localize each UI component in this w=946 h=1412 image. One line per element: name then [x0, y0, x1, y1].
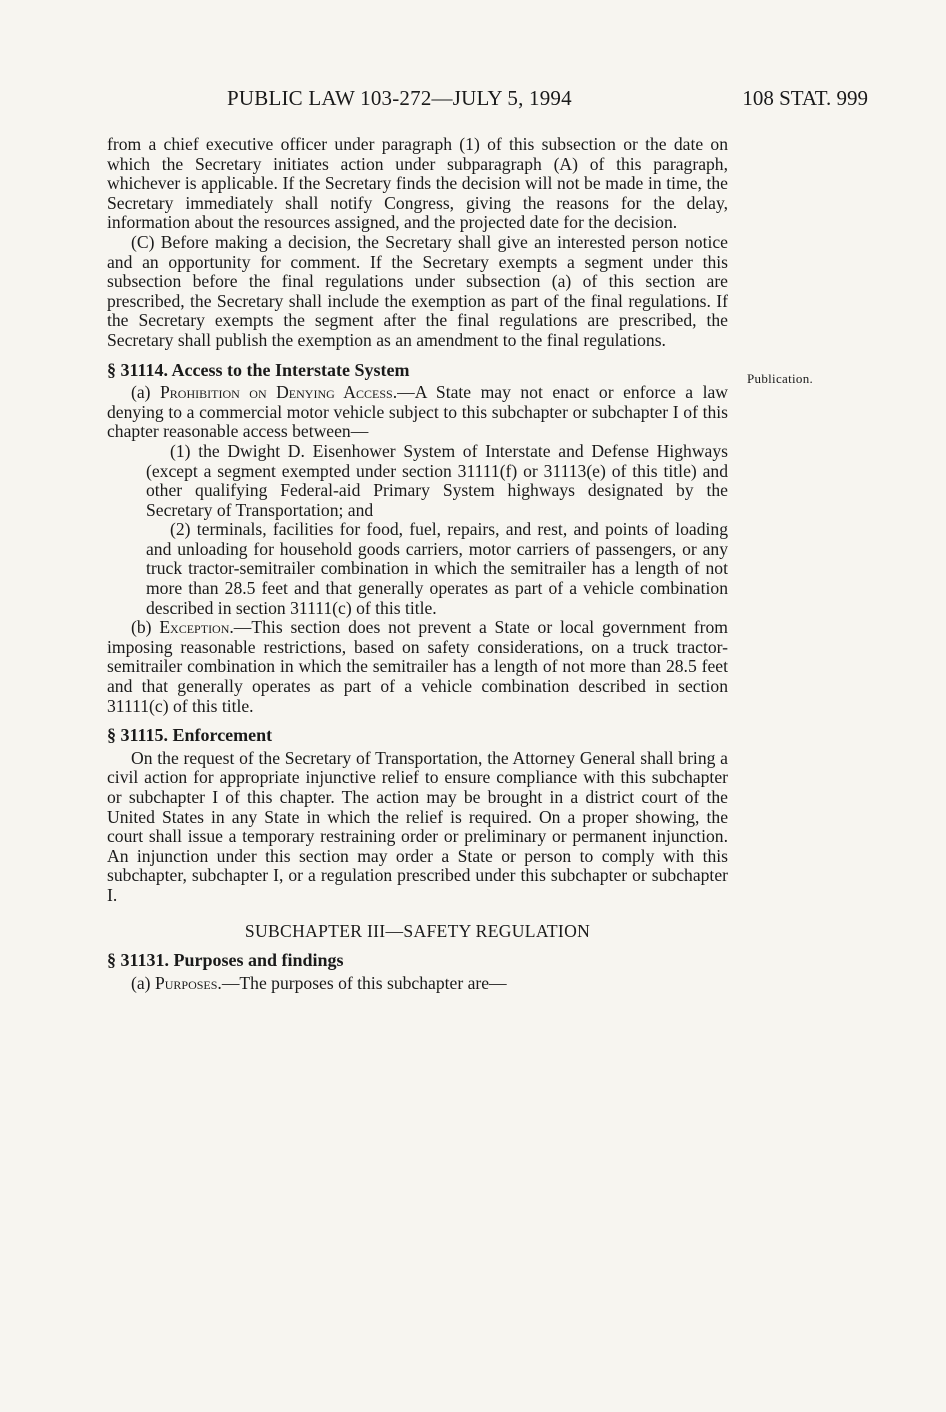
paragraph-enforcement: On the request of the Secretary of Transportation, the Attorney General shall bring a civil action for appropriate injunctive relief to ensure compliance with this subchapter or subchapter I of this chapter. The action may be brought in a district court of the United States in any State in which the relief is required. On a proper showing, the court shall issue a temporary restraining order or preliminary or permanent injunction. An injunction under this section may order a State or person to comply with this subchapter, subchapter I, or a regulation prescribed under this subchapter or subchapter I. — [107, 747, 728, 905]
list-item-1: (1) the Dwight D. Eisenhower System of Interstate and Defense Highways (except a segment exempted under section 31111(f) or 31113(e) of this title) and other qualifying Federal-aid Primary System highways designated by the Secretary of Transportation; and — [146, 440, 728, 520]
subsection-a-31131 — [107, 974, 728, 994]
paragraph-continuation: from a chief executive officer under paragraph (1) of this subsection or the date on which the Secretary initiates action under subparagraph (A) of this paragraph, whichever is applicable. If the Secretary finds the decision will not be made in time, the Secretary immediately shall notify Congress, giving the reasons for the delay, information about the resources assigned, and the projected date for the decision. — [107, 134, 728, 233]
subsection-label: (a) — [131, 972, 155, 993]
paragraph-c: (C) Before making a decision, the Secretary shall give an interested person notice and an opportunity for comment. If the Secretary exempts a segment under this subsection before the final regulations under subsection (a) of this section are prescribed, the Secretary shall include the exemption as part of the final regulations. If the Secretary exempts the segment after the final regulations are prescribed, the Secretary shall publish the exemption as an amendment to the final regulations. — [107, 231, 728, 350]
page-header — [0, 86, 946, 114]
subsection-text: —This section does not prevent a State or local government from imposing reasonable restrictions, based on safety considerations, on a truck tractor-semitrailer combination in which the semitrailer has a length of not more than 28.5 feet and that generally operates as part of a vehicle combination described in section 31111(c) of this title. — [107, 617, 728, 716]
document-body — [107, 135, 728, 993]
section-heading-31115: § 31115. Enforcement — [107, 725, 273, 746]
subsection-b-31114 — [107, 618, 728, 716]
subsection-caption: Prohibition on Denying Access. — [160, 382, 398, 403]
subsection-label: (a) — [131, 382, 161, 403]
subsection-caption: Purposes. — [154, 972, 222, 993]
subsection-a-31114 — [107, 383, 728, 442]
running-head-title: PUBLIC LAW 103-272—JULY 5, 1994 — [227, 86, 572, 110]
margin-note-publication: Publication. — [747, 371, 814, 386]
list-item-2: (2) terminals, facilities for food, fuel, repairs, and rest, and points of loading and unloading for household goods carriers, motor carriers of passengers, or any truck tractor-semitrailer combination in which the semitrailer has a length of not more than 28.5 feet and that generally operates as part of a vehicle combination described in section 31111(c) of this title. — [146, 519, 728, 618]
subsection-text: —A State may not enact or enforce a law denying to a commercial motor vehicle subject to this subchapter or subchapter I of this chapter reasonable access between— — [107, 382, 728, 442]
section-heading-31131: § 31131. Purposes and findings — [107, 950, 344, 971]
subsection-label: (b) — [131, 617, 160, 638]
section-heading-31114: § 31114. Access to the Interstate System — [107, 359, 410, 380]
stat-page-number: 108 STAT. 999 — [742, 86, 868, 110]
subsection-caption: Exception. — [159, 617, 234, 638]
subsection-text: —The purposes of this subchapter are— — [221, 972, 507, 993]
subchapter-heading: SUBCHAPTER III—SAFETY REGULATION — [244, 920, 591, 941]
